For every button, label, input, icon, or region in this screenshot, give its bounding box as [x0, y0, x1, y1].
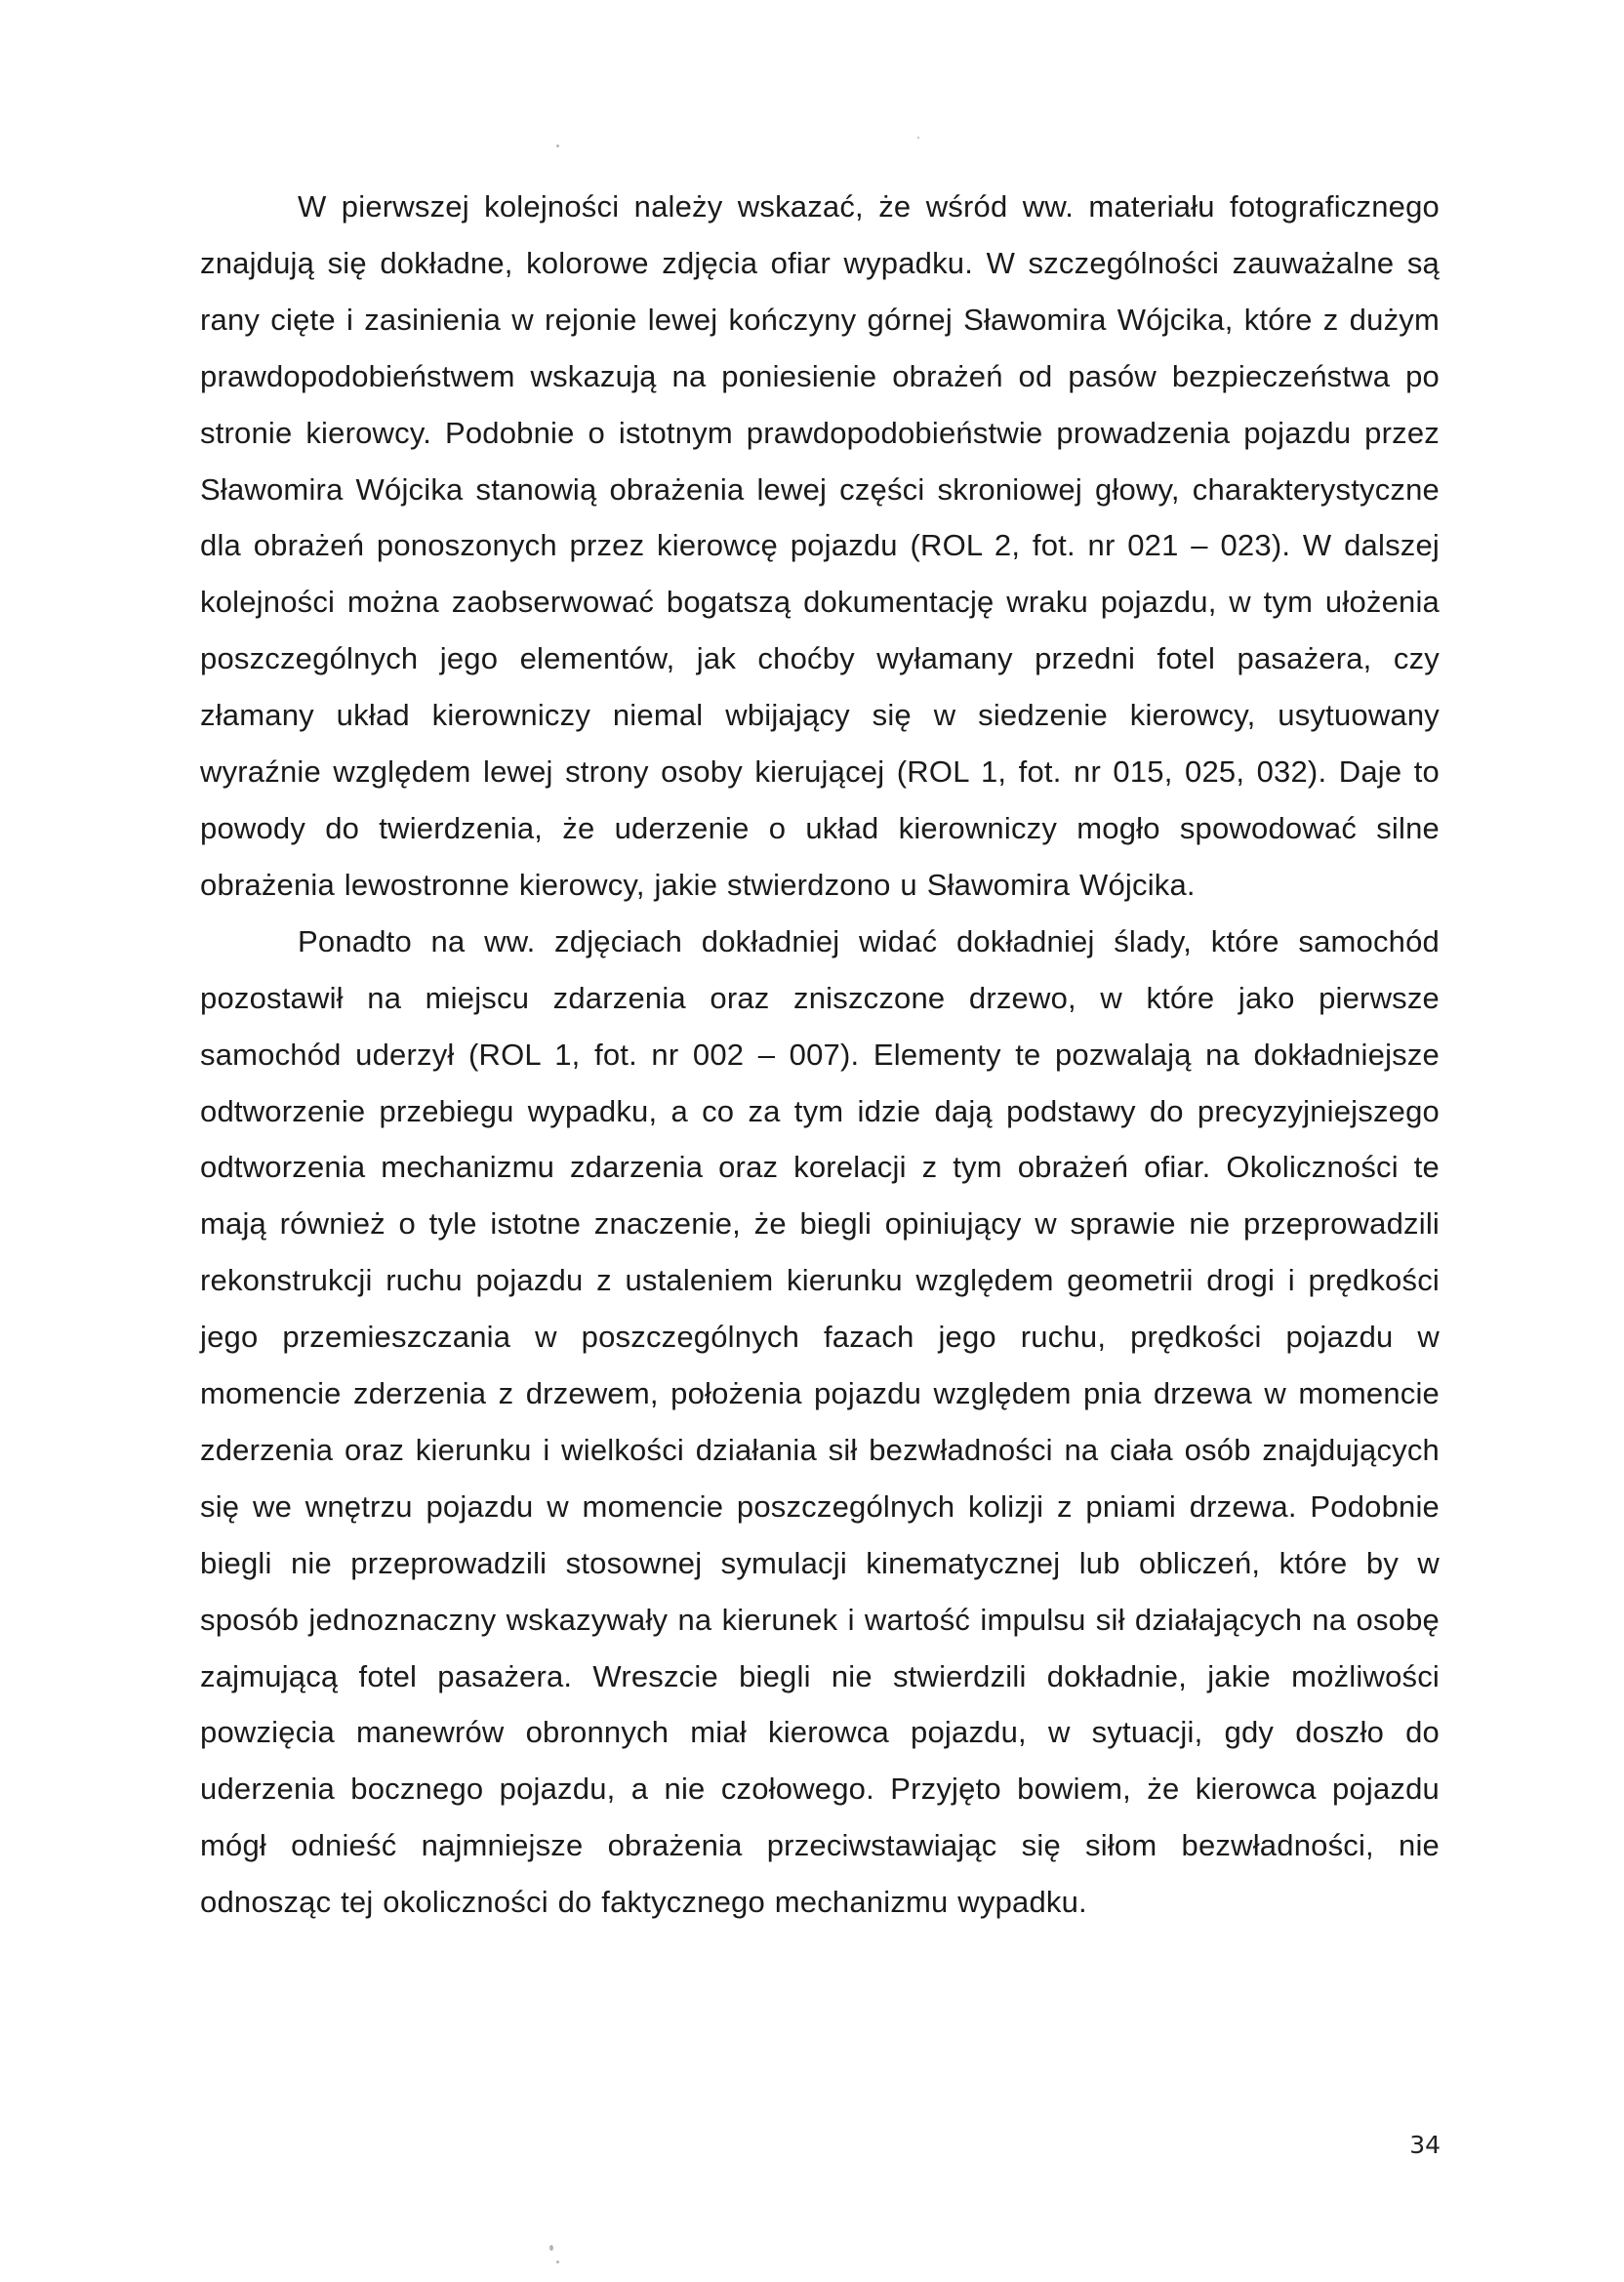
scan-speck: [556, 144, 559, 147]
scan-speck: [917, 137, 919, 139]
page-number: 34: [1409, 2131, 1441, 2159]
scan-speck: [556, 2261, 559, 2263]
paragraph-2: Ponadto na ww. zdjęciach dokładniej widać dokładniej ślady, które samochód pozostawił na miejscu zdarzenia oraz zniszczone drzewo, w które jako pierwsze samochód uderzył (ROL 1, fot. nr 002 – 007). Elementy te pozwalają na dokładniejsze odtworzenie przebiegu wypadku, a co za tym idzie dają podstawy do precyzyjniejszego odtworzenia mechanizmu zdarzenia oraz korelacji z tym obrażeń ofiar. Okoliczności te mają również o tyle istotne znaczenie, że biegli opiniujący w sprawie nie przeprowadzili rekonstrukcji ruchu pojazdu z ustaleniem kierunku względem geometrii drogi i prędkości jego przemieszczania w poszczególnych fazach jego ruchu, prędkości pojazdu w momencie zderzenia z drzewem, położenia pojazdu względem pnia drzewa w momencie zderzenia oraz kierunku i wielkości działania sił bezwładności na ciała osób znajdujących się we wnętrzu pojazdu w momencie poszczególnych kolizji z pniami drzewa. Podobnie biegli nie przeprowadzili stosownej symulacji kinematycznej lub obliczeń, które by w sposób jednoznaczny wskazywały na kierunek i wartość impulsu sił działających na osobę zajmującą fotel pasażera. Wreszcie biegli nie stwierdzili dokładnie, jakie możliwości powzięcia manewrów obronnych miał kierowca pojazdu, w sytuacji, gdy doszło do uderzenia bocznego pojazdu, a nie czołowego. Przyjęto bowiem, że kierowca pojazdu mógł odnieść najmniejsze obrażenia przeciwstawiając się siłom bezwładności, nie odnosząc tej okoliczności do faktycznego mechanizmu wypadku.: [200, 923, 1440, 1920]
document-body: [200, 179, 1440, 1931]
scan-speck: [549, 2245, 553, 2251]
paragraph-1: W pierwszej kolejności należy wskazać, że wśród ww. materiału fotograficznego znajdują się dokładne, kolorowe zdjęcia ofiar wypadku. W szczególności zauważalne są rany cięte i zasinienia w rejonie lewej kończyny górnej Sławomira Wójcika, które z dużym prawdopodobieństwem wskazują na poniesienie obrażeń od pasów bezpieczeństwa po stronie kierowcy. Podobnie o istotnym prawdopodobieństwie prowadzenia pojazdu przez Sławomira Wójcika stanowią obrażenia lewej części skroniowej głowy, charakterystyczne dla obrażeń ponoszonych przez kierowcę pojazdu (ROL 2, fot. nr 021 – 023). W dalszej kolejności można zaobserwować bogatszą dokumentację wraku pojazdu, w tym ułożenia poszczególnych jego elementów, jak choćby wyłamany przedni fotel pasażera, czy złamany układ kierowniczy niemal wbijający się w siedzenie kierowcy, usytuowany wyraźnie względem lewej strony osoby kierującej (ROL 1, fot. nr 015, 025, 032). Daje to powody do twierdzenia, że uderzenie o układ kierowniczy mogło spowodować silne obrażenia lewostronne kierowcy, jakie stwierdzono u Sławomira Wójcika.: [200, 189, 1440, 902]
